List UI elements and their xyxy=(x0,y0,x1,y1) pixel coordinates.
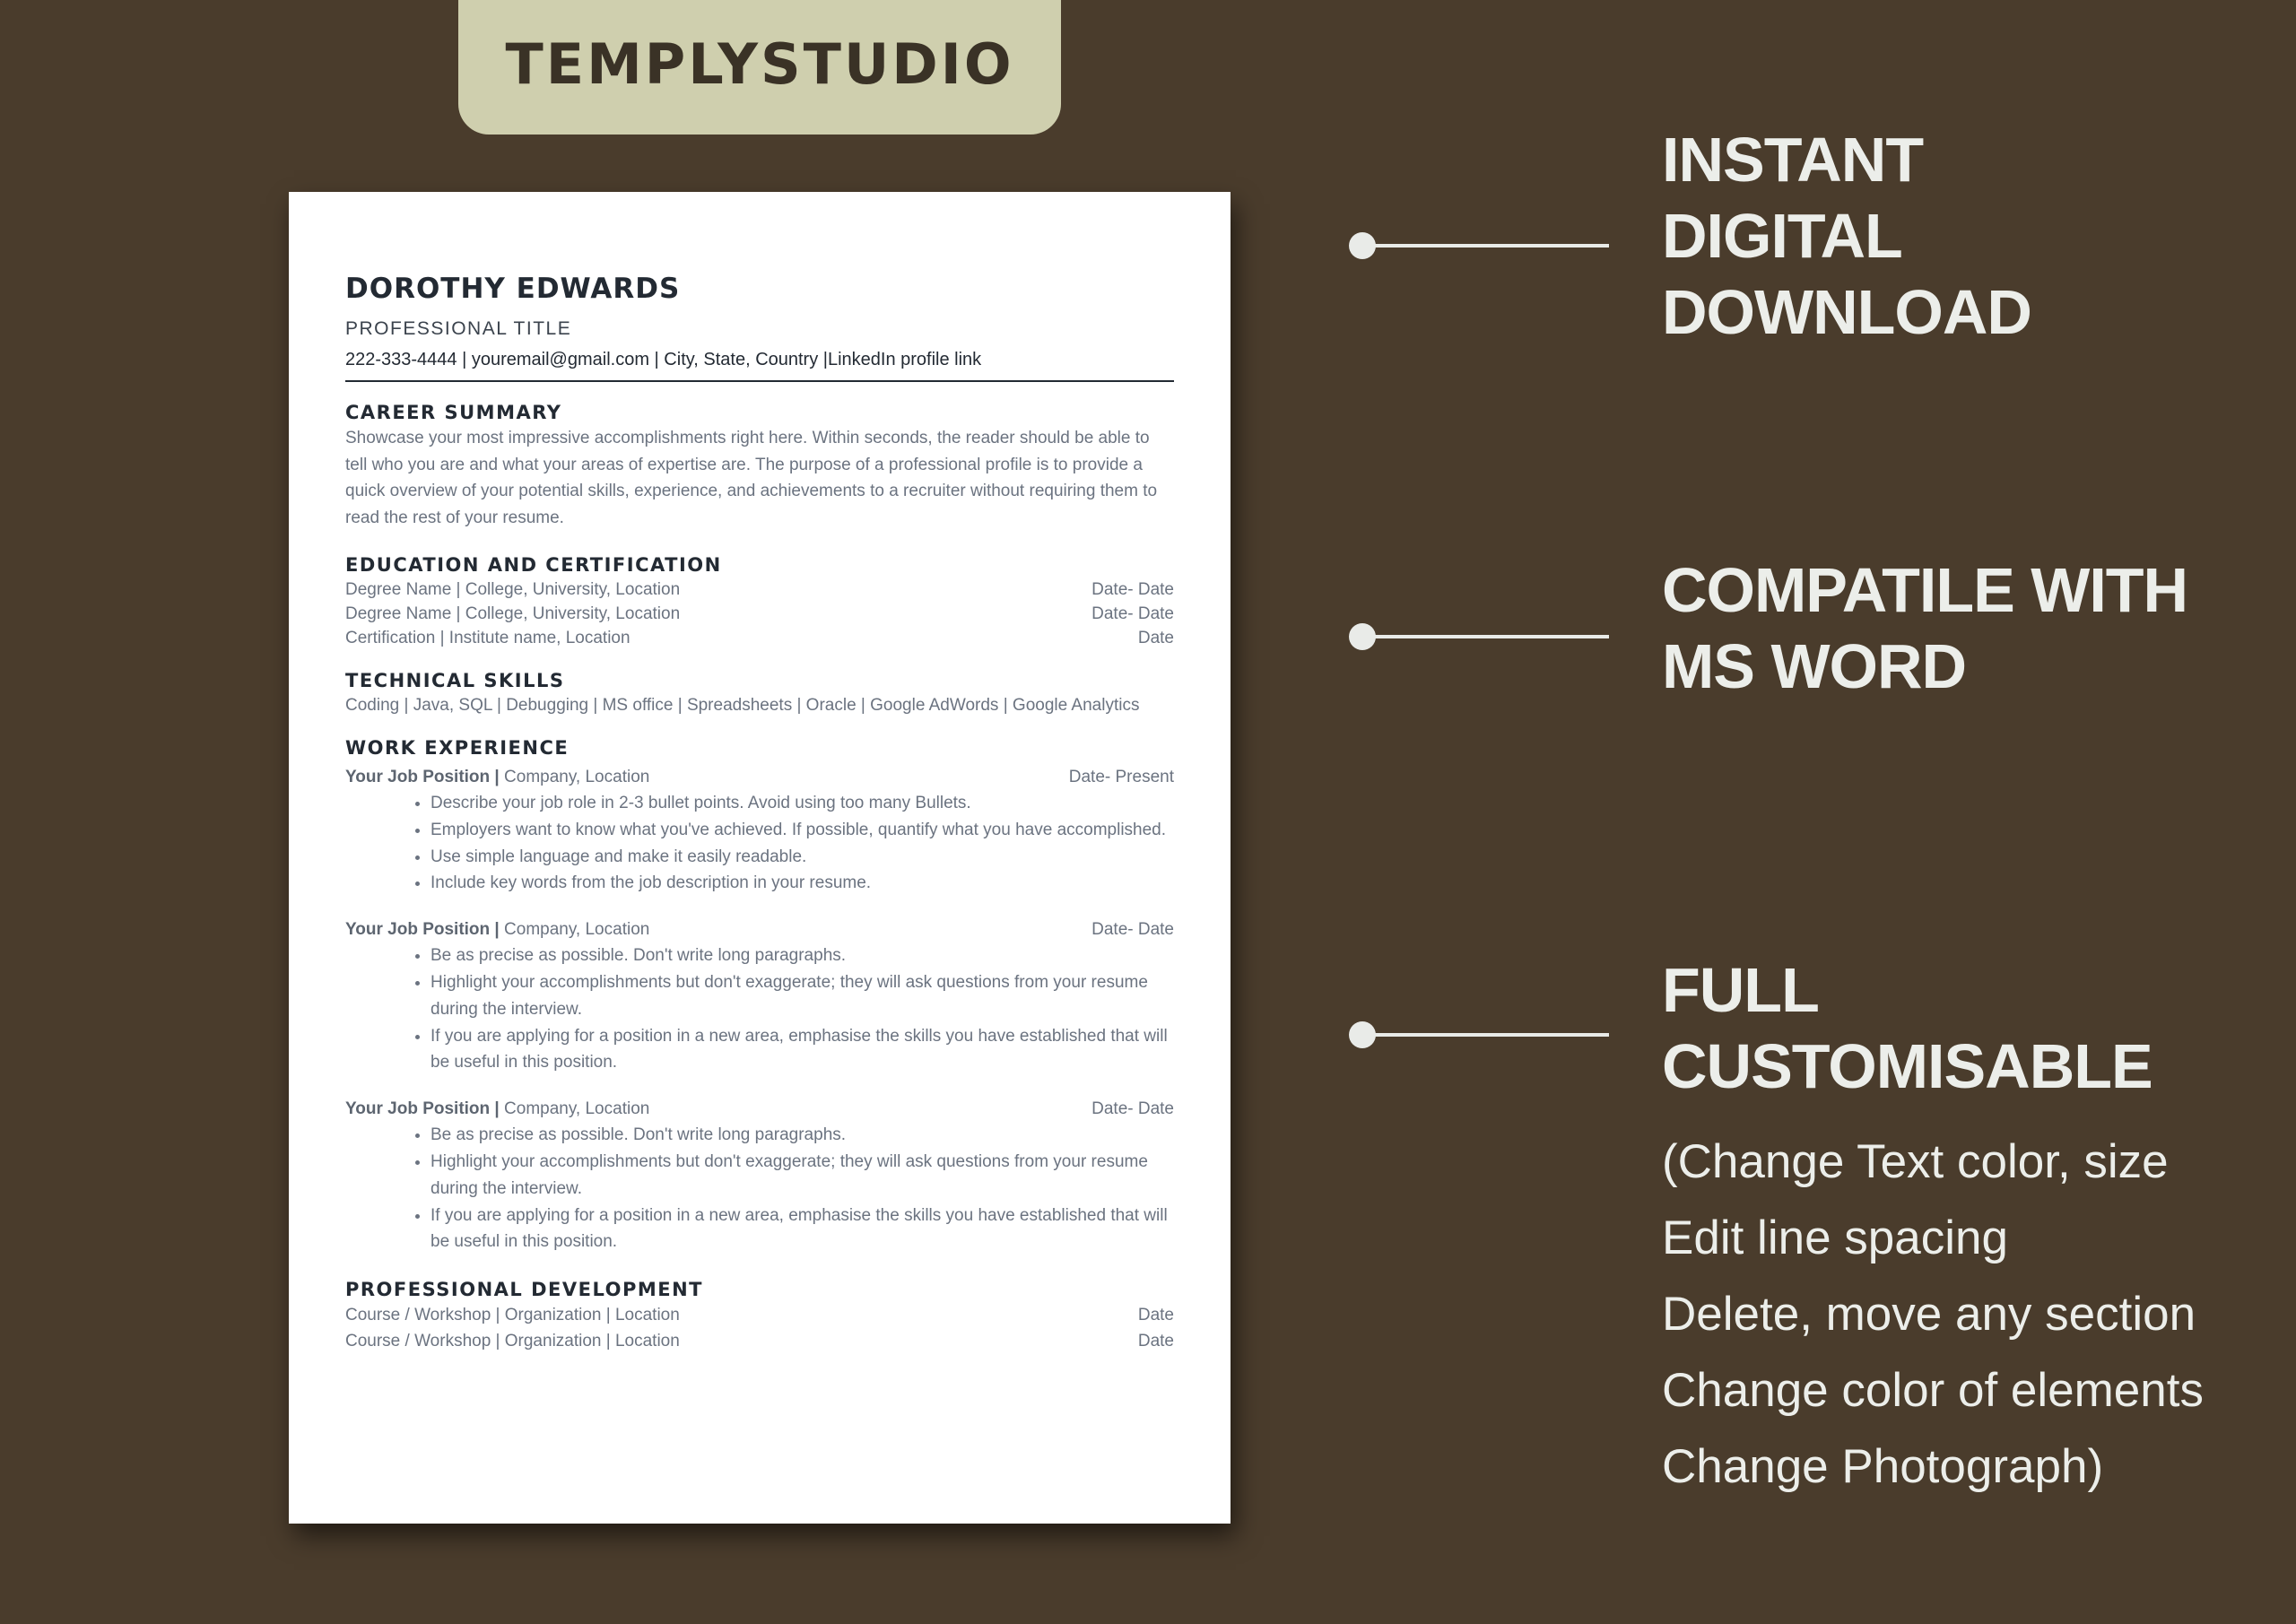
job-bullet: • Use simple language and make it easily readable. xyxy=(430,844,1174,871)
section-heading: EDUCATION AND CERTIFICATION xyxy=(345,554,722,576)
education-label: Certification | Institute name, Location xyxy=(345,629,631,647)
job-bullet: • Describe your job role in 2-3 bullet points. Avoid using too many Bullets. xyxy=(430,790,1174,817)
job-bullet: • If you are applying for a position in a new area, emphasise the skills you have established that will be useful in this position. xyxy=(430,1023,1174,1077)
job-bullet: • Highlight your accomplishments but don't exaggerate; they will ask questions from your resume during the interview. xyxy=(430,1149,1174,1203)
education-label: Degree Name | College, University, Location xyxy=(345,580,681,599)
brand-tab xyxy=(458,0,1061,135)
job-dates: Date- Present xyxy=(1068,768,1174,786)
connector-line xyxy=(1362,244,1609,248)
detail-line: Delete, move any section xyxy=(1662,1288,2196,1341)
job-bullets xyxy=(345,942,1174,1076)
summary-text: Showcase your most impressive accomplishments right here. Within seconds, the reader should be able to tell who you are and what your areas of expertise are. The purpose of a professional profile is to provide a quick overview of your potential skills, experience, and achievements to a recruiter without requiring them to read the rest of your resume. xyxy=(345,429,1158,527)
development-date: Date xyxy=(1137,1306,1174,1325)
job-bullet: • Be as precise as possible. Don't write long paragraphs. xyxy=(430,1122,1174,1149)
education-date: Date xyxy=(1137,629,1174,647)
resume-title: PROFESSIONAL TITLE xyxy=(345,318,572,339)
job-entry xyxy=(345,916,1174,1076)
job-bullet: • Highlight your accomplishments but don't exaggerate; they will ask questions from your resume during the interview. xyxy=(430,969,1174,1023)
development-label: Course / Workshop | Organization | Location xyxy=(345,1332,680,1351)
skills-text: Coding | Java, SQL | Debugging | MS office | Spreadsheets | Oracle | Google AdWords | Google Analytics xyxy=(345,696,1140,715)
feature-line: MS WORD xyxy=(1662,631,1967,701)
feature-line: DOWNLOAD xyxy=(1662,277,2031,347)
job-bullets xyxy=(345,1122,1174,1255)
feature-instant-download xyxy=(1662,122,2031,351)
brand-name: TEMPLYSTUDIO xyxy=(505,30,1014,97)
job-header xyxy=(345,916,1174,942)
job-position: Your Job Position | xyxy=(345,768,500,786)
education-label: Degree Name | College, University, Location xyxy=(345,604,681,623)
job-entry xyxy=(345,764,1174,897)
job-dates: Date- Date xyxy=(1091,1099,1174,1119)
feature-ms-word xyxy=(1662,552,2187,705)
section-heading: WORK EXPERIENCE xyxy=(345,737,570,759)
development-label: Course / Workshop | Organization | Location xyxy=(345,1306,680,1325)
feature-line: COMPATILE WITH xyxy=(1662,555,2188,625)
resume-name: DOROTHY EDWARDS xyxy=(345,273,681,305)
section-heading: PROFESSIONAL DEVELOPMENT xyxy=(345,1279,703,1301)
job-bullet: • Be as precise as possible. Don't write long paragraphs. xyxy=(430,942,1174,969)
job-bullet: • Employers want to know what you've achieved. If possible, quantify what you have accomplished. xyxy=(430,817,1174,844)
feature-customisable xyxy=(1662,952,2152,1105)
education-section xyxy=(345,552,1174,650)
job-company: Company, Location xyxy=(499,768,650,786)
development-date: Date xyxy=(1137,1332,1174,1351)
detail-line: Change Photograph) xyxy=(1662,1440,2104,1493)
feature-line: DIGITAL xyxy=(1662,201,1902,271)
connector-line xyxy=(1362,635,1609,638)
education-row xyxy=(345,626,1174,650)
job-bullet: • Include key words from the job description in your resume. xyxy=(430,870,1174,897)
detail-line: Edit line spacing xyxy=(1662,1211,2008,1264)
career-summary-section xyxy=(345,400,1174,531)
resume-contact: 222-333-4444 | youremail@gmail.com | City, State, Country |LinkedIn profile link xyxy=(345,348,1174,382)
job-position: Your Job Position | xyxy=(345,1099,500,1119)
job-dates: Date- Date xyxy=(1091,920,1174,940)
work-experience-section xyxy=(345,735,1174,1255)
section-heading: CAREER SUMMARY xyxy=(345,402,562,423)
feature-connector xyxy=(1349,1021,1609,1048)
job-bullet: • If you are applying for a position in a new area, emphasise the skills you have established that will be useful in this position. xyxy=(430,1203,1174,1256)
detail-line: Change color of elements xyxy=(1662,1364,2204,1417)
section-heading: TECHNICAL SKILLS xyxy=(345,670,565,691)
feature-connector xyxy=(1349,623,1609,650)
skills-section xyxy=(345,668,1174,717)
job-entry xyxy=(345,1096,1174,1255)
feature-line: FULL xyxy=(1662,955,1819,1025)
professional-development-section xyxy=(345,1277,1174,1354)
feature-line: CUSTOMISABLE xyxy=(1662,1031,2152,1101)
job-bullets xyxy=(345,790,1174,897)
development-row xyxy=(345,1328,1174,1354)
customisable-details xyxy=(1662,1124,2204,1505)
resume-preview xyxy=(289,192,1231,1524)
education-date: Date- Date xyxy=(1091,580,1174,599)
detail-line: (Change Text color, size xyxy=(1662,1135,2169,1188)
job-header xyxy=(345,764,1174,790)
job-header xyxy=(345,1096,1174,1122)
feature-line: INSTANT xyxy=(1662,125,1924,195)
job-company: Company, Location xyxy=(499,920,650,940)
feature-connector xyxy=(1349,232,1609,259)
education-row xyxy=(345,602,1174,626)
education-row xyxy=(345,578,1174,602)
development-row xyxy=(345,1302,1174,1328)
job-position: Your Job Position | xyxy=(345,920,500,940)
job-company: Company, Location xyxy=(499,1099,650,1119)
connector-line xyxy=(1362,1033,1609,1037)
education-date: Date- Date xyxy=(1091,604,1174,623)
